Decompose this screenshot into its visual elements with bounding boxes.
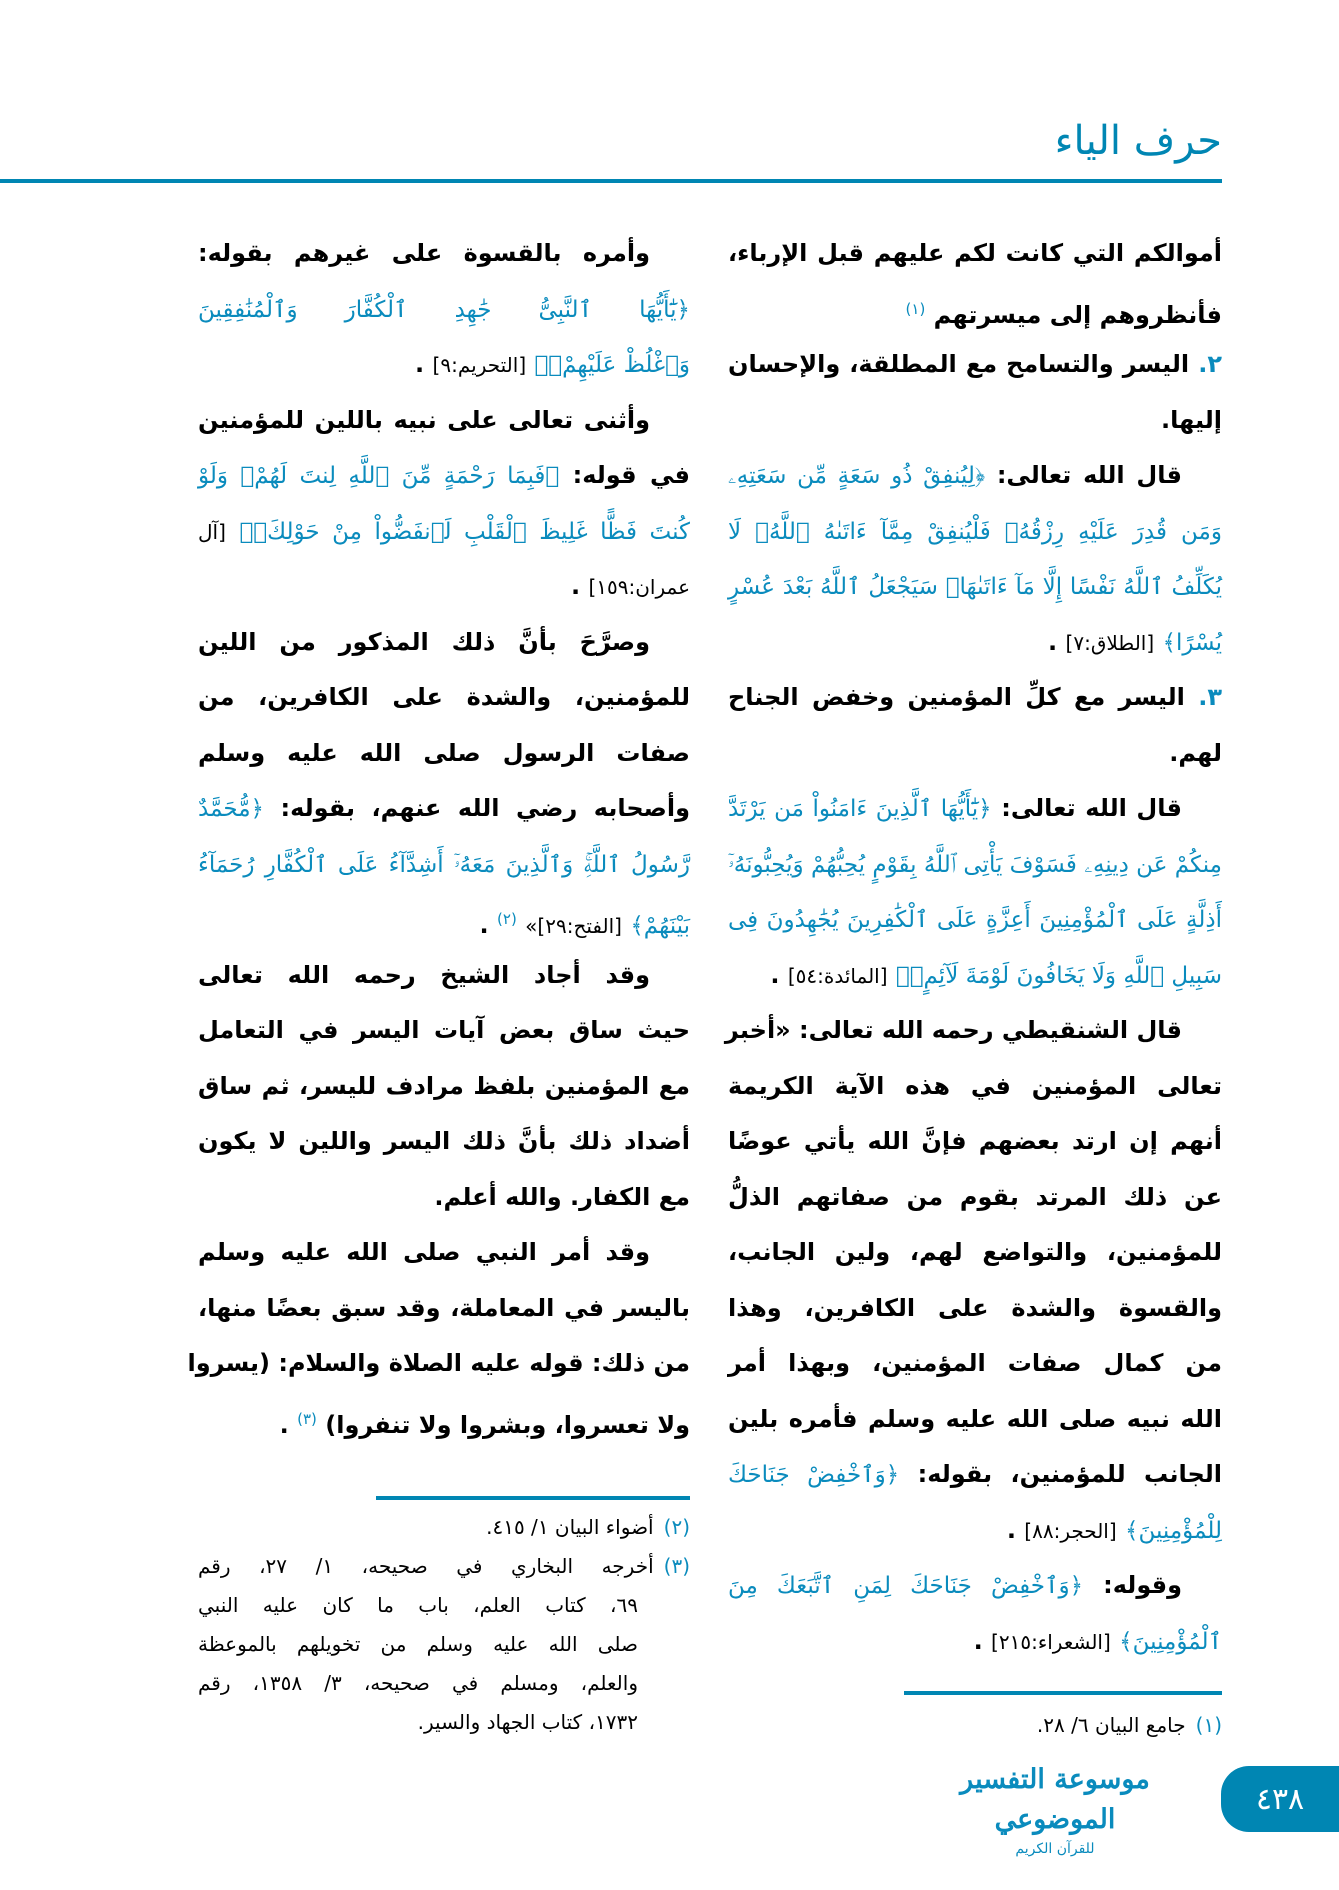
text-line [728, 395, 1222, 445]
verse-reference: [الطلاق:٧] [1065, 630, 1155, 655]
quran-verse: لِلْمُؤْمِنِينَ﴾ [1125, 1517, 1222, 1544]
verse-reference: [الفتح:٢٩]» [525, 914, 622, 938]
text-line [198, 395, 690, 445]
text-line [728, 1394, 1222, 1444]
quran-verse: ﴿يَٰٓأَيُّهَا ٱلَّذِينَ ءَامَنُواْ مَن يَرْتَدَّ [728, 796, 992, 822]
body-text: . [279, 1410, 289, 1439]
text-line [728, 506, 1222, 556]
quran-verse: ﴿وَٱخْفِضْ جَنَاحَكَ لِمَنِ ٱتَّبَعَكَ مِنَ [728, 1573, 1084, 1599]
text-line [728, 950, 1222, 1000]
footnote-separator-right [904, 1691, 1222, 1695]
text-line [198, 450, 690, 500]
text-line [198, 561, 690, 611]
body-text: مع المؤمنين بلفظ مرادف لليسر، ثم ساق [198, 1071, 690, 1100]
body-text: . [1006, 1515, 1016, 1544]
footnote-marker[interactable]: (١) [905, 299, 926, 318]
footnote-separator-left [376, 1496, 690, 1500]
text-line [728, 339, 1222, 389]
body-text: قال الشنقيطي رحمه الله تعالى: «أخبر [724, 1016, 1182, 1044]
section-number: ٢. [1189, 350, 1222, 378]
body-text: أنهم إن ارتد بعضهم فإنَّ الله يأتي عوضًا [728, 1127, 1222, 1155]
quran-verse: ﴿وَٱخْفِضْ جَنَاحَكَ [728, 1462, 900, 1488]
quran-verse: يُسْرًا﴾ [1162, 629, 1222, 656]
text-line [198, 1283, 690, 1333]
footnote [198, 1547, 690, 1586]
body-text: للمؤمنين، والشدة على الكافرين، من [198, 683, 690, 711]
text-line [187, 1338, 690, 1388]
body-text: الله نبيه صلى الله عليه وسلم فأمره بلين [728, 1404, 1222, 1433]
text-line [728, 1449, 1222, 1499]
quran-verse: بَيْنَهُمْ﴾ [630, 913, 690, 939]
body-text: تعالى المؤمنين في هذه الآية الكريمة [728, 1071, 1222, 1100]
footnote-text: ١٧٣٢، كتاب الجهاد والسير. [417, 1710, 638, 1734]
text-line [728, 1505, 1222, 1555]
quran-verse: وَٱغْلُظْ عَلَيْهِمْۚ﴾ [534, 352, 690, 378]
text-line [728, 1061, 1222, 1111]
text-line [724, 1005, 1222, 1055]
text-line [728, 1338, 1222, 1388]
body-text: أضداد ذلك بأنَّ ذلك اليسر واللين لا يكون [198, 1127, 690, 1155]
verse-reference: [آل [198, 519, 226, 544]
text-line [198, 783, 690, 833]
footnote [904, 1706, 1222, 1745]
text-line [198, 506, 690, 556]
body-text: والقسوة والشدة على الكافرين، وهذا [728, 1293, 1222, 1322]
quran-verse: رَّسُولُ ٱللَّهِۚ وَٱلَّذِينَ مَعَهُۥٓ أَشِدَّآءُ عَلَى ٱلْكُفَّارِ رُحَمَآءُ [198, 851, 690, 878]
text-line [728, 1172, 1222, 1222]
text-line [198, 1172, 690, 1222]
quran-verse: وَمَن قُدِرَ عَلَيْهِ رِزْقُهُۥ فَلْيُنفِقْ مِمَّآ ءَاتَىٰهُ ٱللَّهُۚ لَا [728, 518, 1222, 545]
footnote [198, 1586, 638, 1625]
text-line [198, 228, 690, 278]
footnote [198, 1625, 638, 1664]
text-line [728, 1616, 1222, 1666]
quran-verse: ﴿يَٰٓأَيُّهَا ٱلنَّبِىُّ جَٰهِدِ ٱلْكُفَّارَ وَٱلْمُنَٰفِقِينَ [198, 296, 690, 323]
footnote-text: أخرجه البخاري في صحيحه، ١/ ٢٧، رقم [198, 1554, 654, 1578]
text-line [198, 339, 690, 389]
text-line [198, 284, 690, 334]
header-rule [0, 179, 1222, 183]
verse-reference: [المائدة:٥٤] [787, 963, 888, 988]
text-line [728, 284, 1222, 334]
text-line [198, 1061, 690, 1111]
text-line [728, 672, 1222, 722]
footnote [198, 1508, 690, 1547]
footnote-marker[interactable]: (٢) [497, 910, 517, 928]
body-text: . [570, 572, 581, 600]
body-text: مع الكفار. والله أعلم. [434, 1182, 690, 1211]
text-line [198, 1116, 690, 1166]
text-line [728, 894, 1222, 944]
footnote-number: (٣) [663, 1554, 690, 1578]
footnote [198, 1703, 638, 1742]
text-line [198, 728, 690, 778]
body-text: إليها. [1160, 405, 1222, 434]
body-text: من ذلك: قوله عليه الصلاة والسلام: (يسروا [187, 1349, 690, 1377]
body-text: اليسر والتسامح مع المطلقة، والإحسان [728, 350, 1190, 378]
text-line [728, 228, 1222, 278]
page-number: ٤٣٨ [1255, 1781, 1305, 1817]
body-text: قال الله تعالى: [991, 794, 1182, 822]
verse-reference: [التحريم:٩] [432, 353, 527, 377]
verse-reference: [الشعراء:٢١٥] [991, 1629, 1111, 1654]
section-number: ٣. [1184, 683, 1222, 711]
text-line [728, 728, 1222, 778]
body-text: . [770, 960, 780, 989]
body-text: عن ذلك المرتد بقوم من صفاتهم الذلُّ [728, 1182, 1222, 1211]
footnote [198, 1664, 638, 1703]
quran-verse: ٱلْمُؤْمِنِينَ﴾ [1119, 1628, 1222, 1655]
body-text: وأمره بالقسوة على غيرهم بقوله: [198, 239, 650, 267]
body-text: أموالكم التي كانت لكم عليهم قبل الإرباء، [728, 239, 1222, 267]
logo-title: موسوعة التفسير الموضوعي [960, 1764, 1150, 1835]
text-line [728, 450, 1222, 500]
quran-verse: ﴿فَبِمَا رَحْمَةٍ مِّنَ ٱللَّهِ لِنتَ لَهُمْۖ وَلَوْ [198, 463, 560, 489]
quran-verse: أَذِلَّةٍ عَلَى ٱلْمُؤْمِنِينَ أَعِزَّةٍ عَلَى ٱلْكَٰفِرِينَ يُجَٰهِدُونَ فِى [728, 907, 1222, 933]
text-line [728, 561, 1222, 611]
quran-verse: يُكَلِّفُ ٱللَّهُ نَفْسًا إِلَّا مَآ ءَاتَىٰهَاۚ سَيَجْعَلُ ٱللَّهُ بَعْدَ عُسْرٍ [728, 574, 1222, 600]
verse-reference: [الحجر:٨٨] [1024, 1518, 1117, 1543]
text-line [198, 839, 690, 889]
text-line [728, 1283, 1222, 1333]
encyclopedia-logo [930, 1760, 1180, 1858]
body-text: . [973, 1626, 983, 1655]
text-line [728, 617, 1222, 667]
text-line [728, 1560, 1222, 1610]
page-number-badge [1221, 1766, 1339, 1832]
body-text: باليسر في المعاملة، وقد سبق بعضًا منها، [198, 1293, 690, 1322]
quran-verse: ﴿مُّحَمَّدٌ [198, 796, 265, 822]
quran-verse: ﴿لِيُنفِقْ ذُو سَعَةٍ مِّن سَعَتِهِۦ [728, 463, 986, 489]
footnote-marker[interactable]: (٣) [297, 1409, 317, 1428]
text-line [198, 1005, 690, 1055]
body-text: . [415, 350, 425, 378]
chapter-title: حرف الياء [1054, 118, 1222, 164]
body-text: وقد أجاد الشيخ رحمه الله تعالى [198, 960, 650, 989]
text-line [198, 1227, 690, 1277]
logo-subtitle: للقرآن الكريم [1015, 1841, 1095, 1857]
footnote-text: والعلم، ومسلم في صحيحه، ٣/ ١٣٥٨، رقم [198, 1671, 638, 1695]
quran-verse: كُنتَ فَظًّا غَلِيظَ ٱلْقَلْبِ لَٱنفَضُّواْ مِنْ حَوْلِكَۖ﴾ [239, 518, 690, 545]
body-text: ولا تعسروا، وبشروا ولا تنفروا) [325, 1410, 690, 1439]
text-line [728, 783, 1222, 833]
body-text: فأنظروهم إلى ميسرتهم [933, 300, 1222, 329]
text-line [198, 1394, 690, 1444]
verse-reference: عمران:١٥٩] [588, 575, 690, 599]
body-text: اليسر مع كلِّ المؤمنين وخفض الجناح [728, 683, 1185, 711]
footnote-number: (٢) [663, 1515, 690, 1539]
text-line [198, 617, 690, 667]
body-text: وقد أمر النبي صلى الله عليه وسلم [198, 1238, 650, 1266]
body-text: وصرَّحَ بأنَّ ذلك المذكور من اللين [198, 627, 650, 656]
footnote-text: ٦٩، كتاب العلم، باب ما كان عليه النبي [198, 1593, 638, 1617]
body-text: وأصحابه رضي الله عنهم، بقوله: [264, 794, 690, 822]
body-text: الجانب للمؤمنين، بقوله: [899, 1460, 1222, 1488]
text-line [198, 894, 690, 944]
footnote-text: جامع البيان ٦/ ٢٨. [1036, 1713, 1186, 1737]
body-text: في قوله: [559, 461, 690, 489]
quran-verse: مِنكُمْ عَن دِينِهِۦ فَسَوْفَ يَأْتِى ٱللَّهُ بِقَوْمٍ يُحِبُّهُمْ وَيُحِبُّونَهُۥٓ [728, 851, 1222, 878]
footnote-number: (١) [1195, 1713, 1222, 1737]
text-line [198, 672, 690, 722]
body-text: . [479, 911, 489, 939]
body-text: لهم. [1169, 738, 1222, 767]
body-text: صفات الرسول صلى الله عليه وسلم [198, 738, 690, 767]
body-text: وأثنى تعالى على نبيه باللين للمؤمنين [198, 405, 650, 434]
text-line [728, 1116, 1222, 1166]
body-text: وقوله: [1083, 1571, 1182, 1599]
quran-verse: سَبِيلِ ٱللَّهِ وَلَا يَخَافُونَ لَوْمَةَ لَآئِمٍۚ﴾ [895, 962, 1222, 989]
text-line [728, 839, 1222, 889]
body-text: من كمال صفات المؤمنين، وبهذا أمر [728, 1349, 1222, 1377]
body-text: حيث ساق بعض آيات اليسر في التعامل [198, 1016, 690, 1044]
body-text: قال الله تعالى: [985, 461, 1182, 489]
text-line [198, 950, 690, 1000]
body-text: . [1048, 627, 1058, 656]
footnote-text: أضواء البيان ١/ ٤١٥. [486, 1515, 654, 1539]
footnote-text: صلى الله عليه وسلم من تخويلهم بالموعظة [198, 1632, 638, 1656]
text-line [728, 1227, 1222, 1277]
body-text: للمؤمنين، والتواضع لهم، ولين الجانب، [728, 1238, 1222, 1266]
